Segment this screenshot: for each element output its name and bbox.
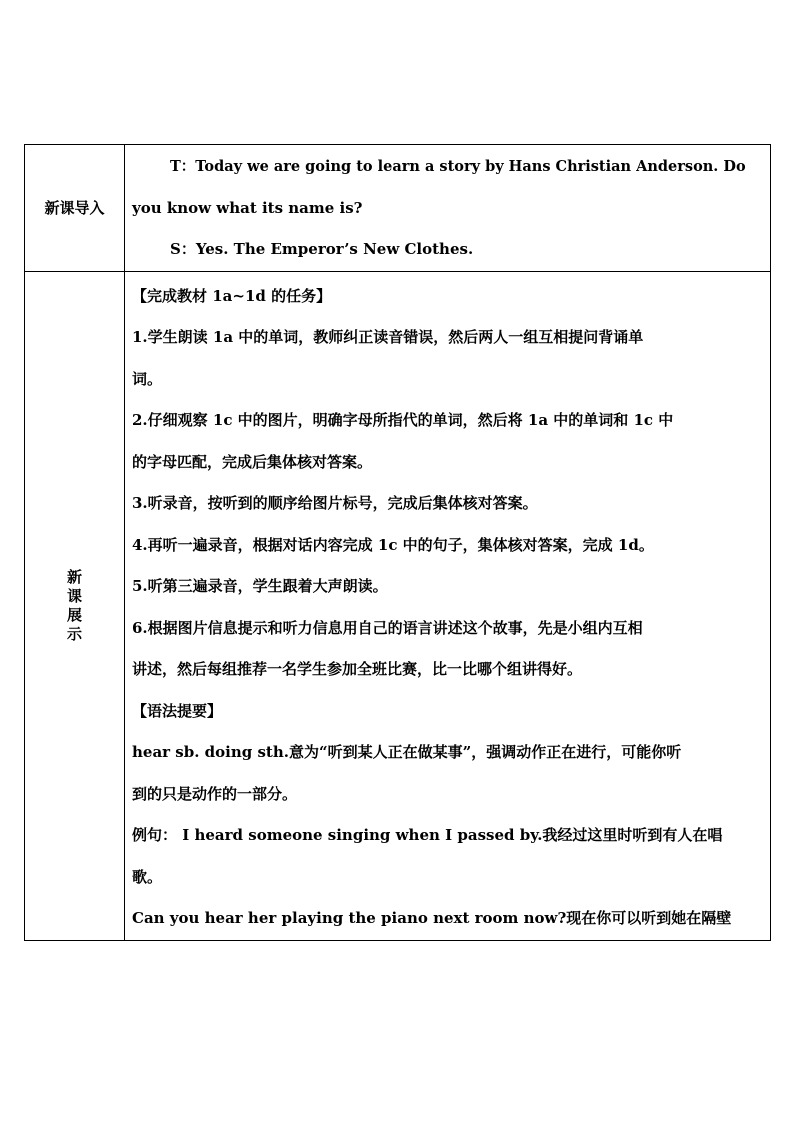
grammar-point-text-cont: 到的只是动作的一部分。	[132, 784, 298, 803]
row-label-new-lesson-intro: 新课导入	[25, 145, 125, 272]
step-2-text-cont: 的字母匹配，完成后集体核对答案。	[132, 452, 373, 471]
step-1-text: 1.学生朗读 1a 中的单词，教师纠正读音错误，然后两人一组互相提问背诵单	[132, 328, 644, 346]
table-row	[25, 271, 771, 940]
step-3-text: 3.听录音，按听到的顺序给图片标号，完成后集体核对答案。	[132, 494, 538, 512]
example-sentence-1: 例句： I heard someone singing when I passed by.我经过这里时听到有人在唱	[132, 826, 723, 844]
table-row	[25, 145, 771, 272]
example-sentence-2: Can you hear her playing the piano next room now?现在你可以听到她在隔壁	[132, 909, 732, 927]
step-6-text-cont: 讲述，然后每组推荐一名学生参加全班比赛，比一比哪个组讲得好。	[132, 660, 583, 678]
label-char: 课	[66, 586, 82, 605]
section-heading-tasks: 【完成教材 1a~1d 的任务】	[132, 286, 332, 305]
row-label-new-lesson-presentation	[25, 271, 125, 940]
label-char: 新	[66, 567, 82, 586]
row-content-presentation	[125, 271, 771, 940]
row-content-intro	[125, 145, 771, 272]
dialogue-teacher-line-cont: you know what its name is?	[132, 198, 363, 217]
step-4-text: 4.再听一遍录音，根据对话内容完成 1c 中的句子，集体核对答案，完成 1d。	[132, 535, 654, 554]
step-6-text: 6.根据图片信息提示和听力信息用自己的语言讲述这个故事，先是小组内互相	[132, 618, 643, 637]
label-char: 展	[66, 605, 82, 624]
dialogue-student-line: S：Yes. The Emperor’s New Clothes.	[170, 240, 474, 258]
step-5-text: 5.听第三遍录音，学生跟着大声朗读。	[132, 577, 388, 595]
step-2-text: 2.仔细观察 1c 中的图片，明确字母所指代的单词，然后将 1a 中的单词和 1c 中	[132, 411, 674, 429]
label-char: 示	[66, 624, 82, 643]
dialogue-teacher-line: T：Today we are going to learn a story by Hans Christian Anderson. Do	[170, 158, 746, 175]
grammar-point-text: hear sb. doing sth.意为“听到某人正在做某事”，强调动作正在进行，可能你听	[132, 743, 682, 761]
lesson-table	[24, 144, 771, 941]
section-heading-grammar: 【语法提要】	[132, 701, 223, 720]
step-1-text-cont: 词。	[132, 369, 163, 388]
example-sentence-1-cont: 歌。	[132, 867, 163, 886]
